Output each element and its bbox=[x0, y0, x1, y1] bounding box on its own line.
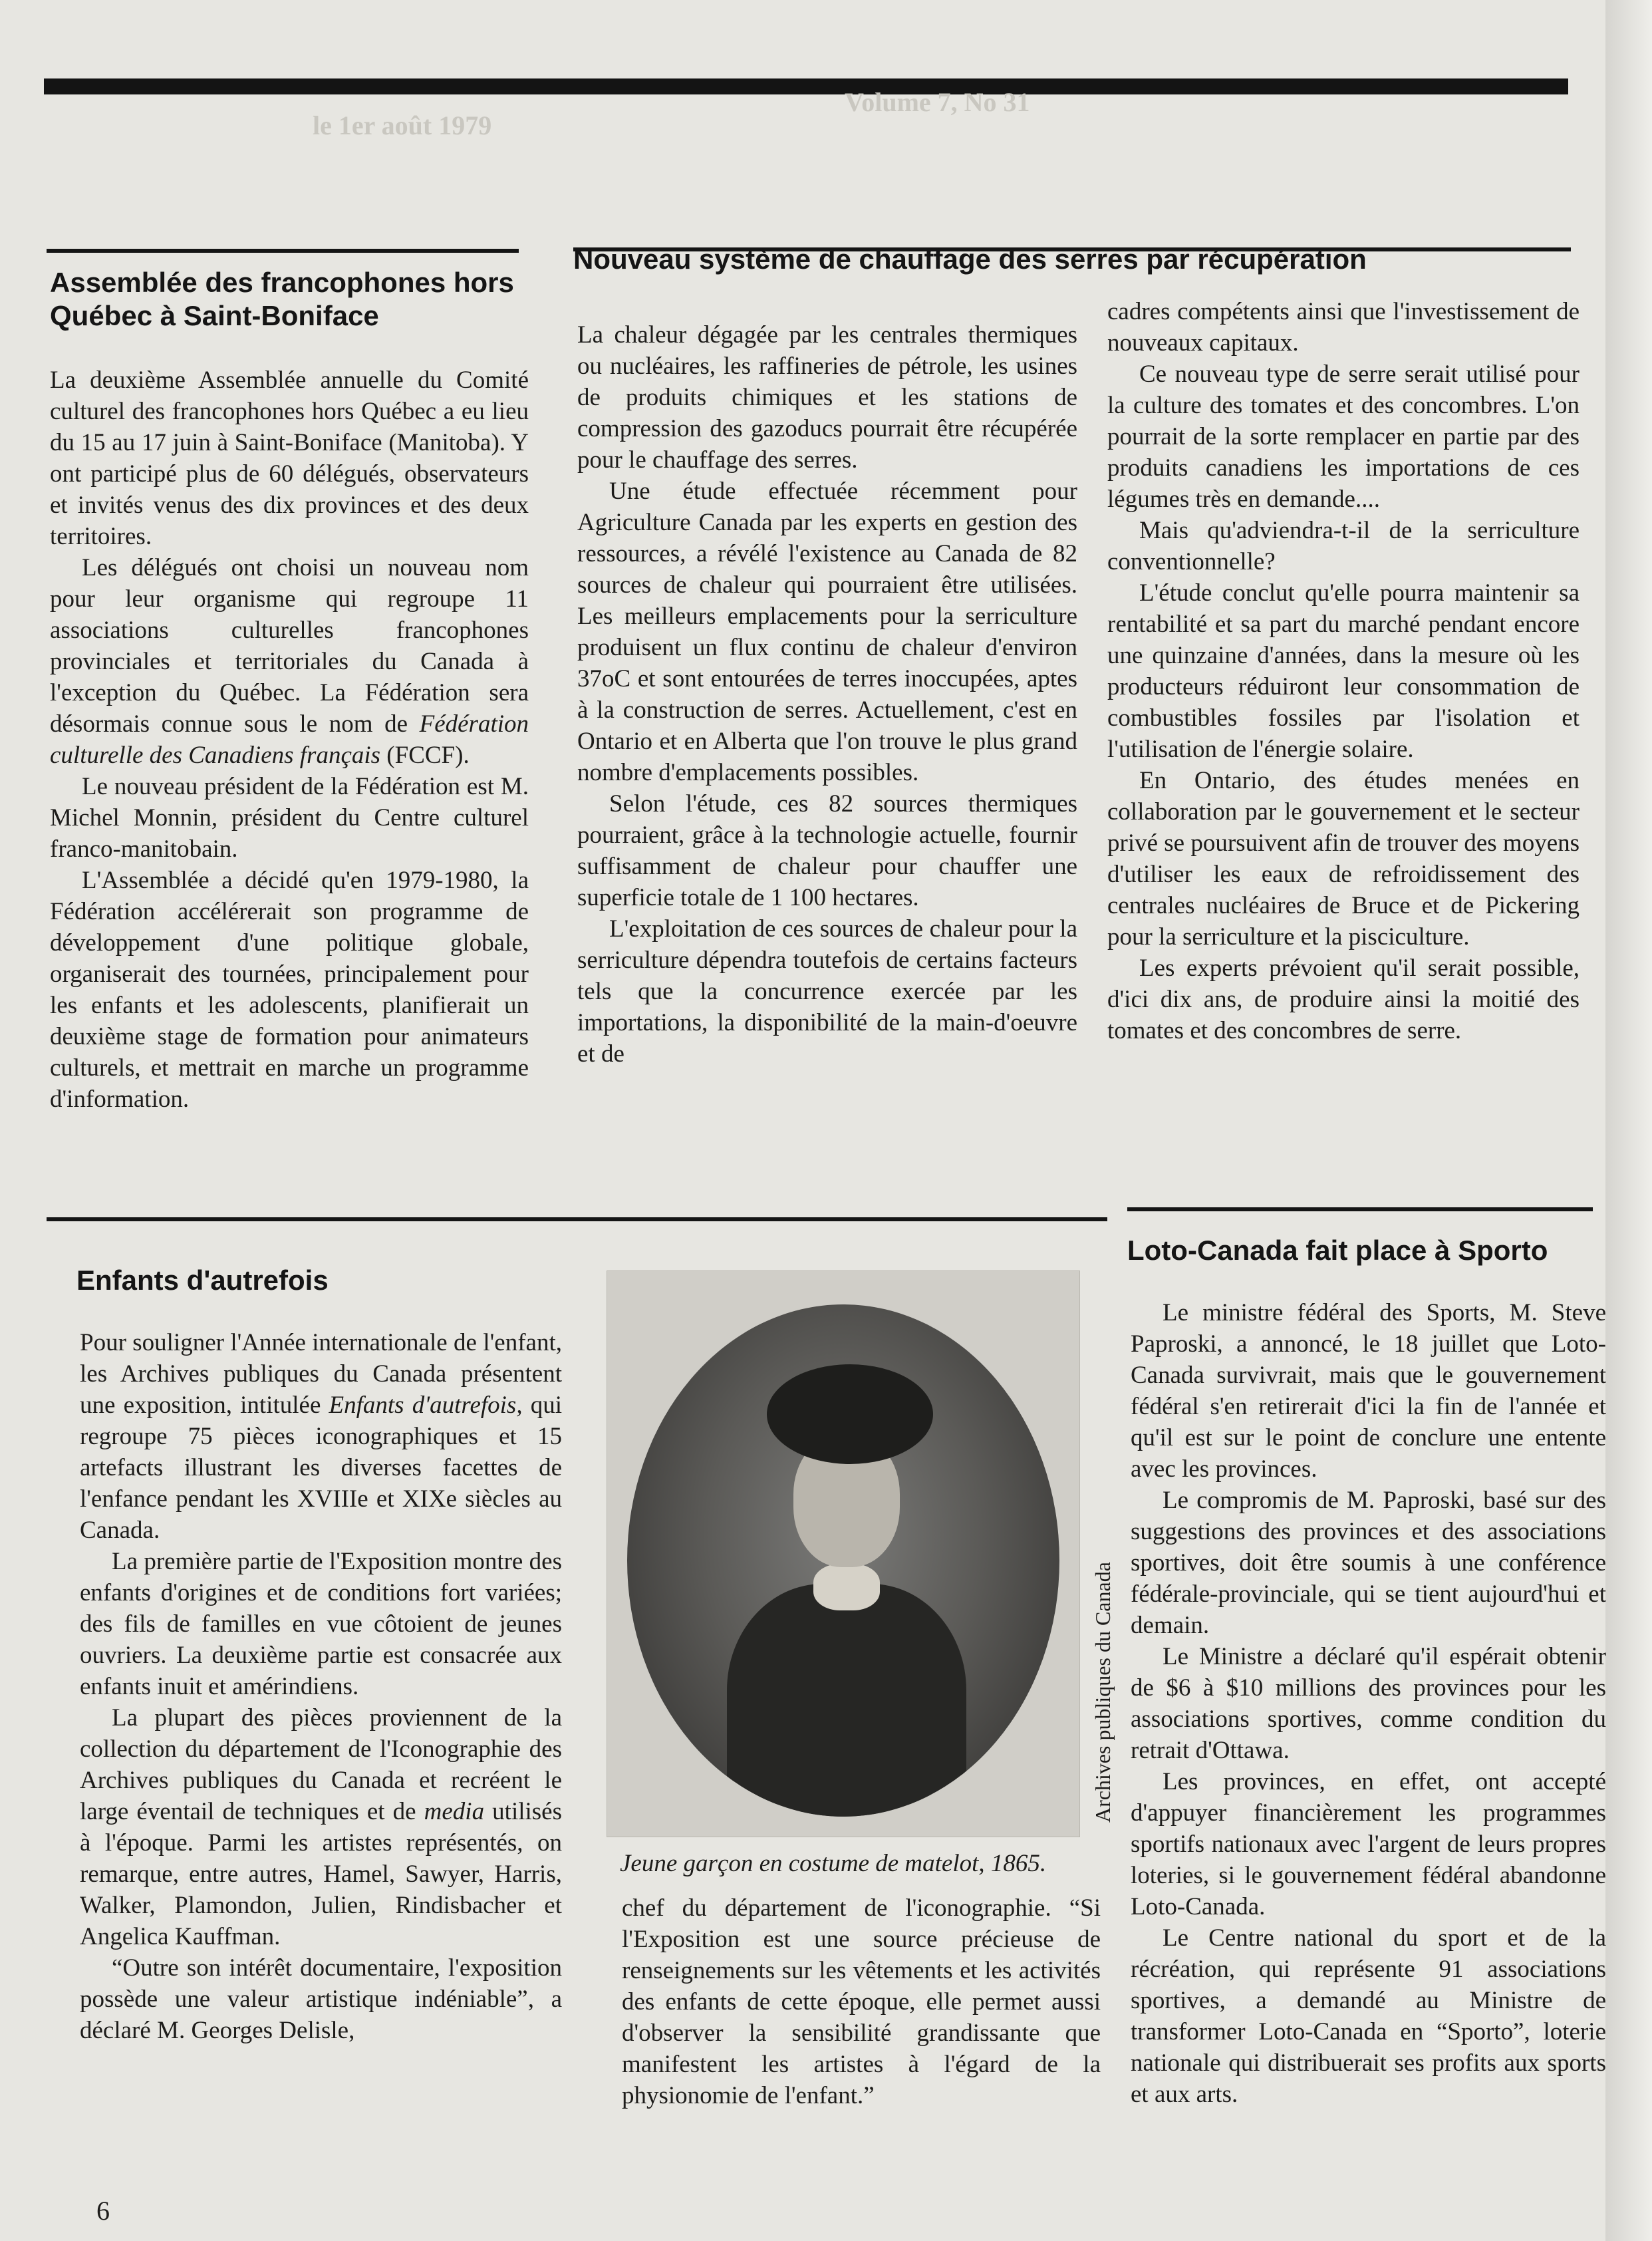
paragraph: chef du département de l'iconographie. “Si l'Exposition est une source précieuse de renseignements sur les vêtements et les activités des enfants de cette époque, elle permet aussi d'observer la sensibilité grandissante que manifestent les artistes à l'égard de la physionomie de l'enfant.” bbox=[622, 1894, 1101, 2109]
article-title-chauffage: Nouveau système de chauffage des serres par récupération bbox=[573, 243, 1367, 275]
bleedthrough-date: le 1er août 1979 bbox=[313, 110, 492, 140]
paragraph: L'exploitation de ces sources de chaleur pour la serriculture dépendra toutefois de certains facteurs tels que la concurrence exercée par les importations, la disponibilité de la main-d'oeuvre et de bbox=[577, 915, 1077, 1068]
paragraph: “Outre son intérêt documentaire, l'exposition possède une valeur artistique indéniable”, a déclaré M. Georges Delisle, bbox=[80, 1954, 562, 2044]
paragraph: La chaleur dégagée par les centrales thermiques ou nucléaires, les raffineries de pétrole, les usines de produits chimiques et les stations de compression des gazoducs pourrait être récupérée pour le chauffage des serres. bbox=[577, 321, 1077, 474]
article-rule bbox=[47, 1217, 1107, 1221]
paragraph: Les provinces, en effet, ont accepté d'appuyer financièrement les programmes sportifs nationaux avec l'argent de leurs propres loteries, si le gouvernement fédéral abandonne Loto-Canada. bbox=[1131, 1768, 1606, 1920]
header-bar bbox=[44, 78, 1568, 94]
bleedthrough-volume: Volume 7, No 31 bbox=[845, 87, 1030, 117]
photo-credit: Archives publiques du Canada bbox=[1091, 1562, 1115, 1823]
paragraph: Le Ministre a déclaré qu'il espérait obtenir de $6 à $10 millions des provinces pour les associations sportives, comme condition du retrait d'Ottawa. bbox=[1131, 1643, 1606, 1764]
paragraph: cadres compétents ainsi que l'investissement de nouveaux capitaux. bbox=[1107, 298, 1580, 357]
paragraph: La plupart des pièces proviennent de la collection du département de l'Iconographie des Archives publiques du Canada et recréent le large éventail de techniques et de media utilisés à l'époque. Parmi les artistes représentés, on remarque, entre autres, Hamel, Sawyer, Harris, Walker, Plamondon, Julien, Rindisbacher et Angelica Kauffman. bbox=[80, 1704, 562, 1950]
paragraph: Selon l'étude, ces 82 sources thermiques pourraient, grâce à la technologie actuelle, fournir suffisamment de chaleur pour chauffer une superficie totale de 1 100 hectares. bbox=[577, 790, 1077, 911]
article-rule bbox=[47, 249, 519, 253]
article-body-assemblee bbox=[50, 365, 529, 1115]
paragraph: L'étude conclut qu'elle pourra maintenir sa rentabilité et sa part du marché pendant encore une quinzaine d'années, dans la mesure où les producteurs réduiront leur consommation de combustibles fossiles par l'isolation et l'utilisation de l'énergie solaire. bbox=[1107, 579, 1580, 763]
article-body-loto-canada bbox=[1131, 1297, 1606, 2110]
photo-oval bbox=[627, 1304, 1059, 1817]
paragraph: Le compromis de M. Paproski, basé sur des suggestions des provinces et des associations sportives, doit être soumis à une conférence fédérale-provinciale, qui se tient aujourd'hui et demain. bbox=[1131, 1487, 1606, 1639]
article-title-assemblee: Assemblée des francophones hors Québec à Saint-Boniface bbox=[50, 267, 514, 331]
article-body-chauffage-col1 bbox=[577, 319, 1077, 1070]
paragraph: Le ministre fédéral des Sports, M. Steve Paproski, a annoncé, le 18 juillet que Loto-Canada survivrait, mais que le gouvernement fédéral s'en retirerait d'ici la fin de l'année et qu'il est sur le point de conclure une entente avec les provinces. bbox=[1131, 1299, 1606, 1483]
paragraph: Le nouveau président de la Fédération est M. Michel Monnin, président du Centre culturel franco-manitobain. bbox=[50, 773, 529, 863]
paragraph: La deuxième Assemblée annuelle du Comité culturel des francophones hors Québec a eu lieu du 15 au 17 juin à Saint-Boniface (Manitoba). Y ont participé plus de 60 délégués, observateurs et invités venus des dix provinces et des deux territoires. bbox=[50, 367, 529, 550]
paragraph: Les délégués ont choisi un nouveau nom pour leur organisme qui regroupe 11 associations culturelles francophones provinciales et territoriales du Canada à l'exception du Québec. La Fédération sera désormais connue sous le nom de Fédération culturelle des Canadiens français (FCCF). bbox=[50, 554, 529, 769]
page-number: 6 bbox=[96, 2196, 110, 2226]
article-body-enfants-col2 bbox=[622, 1892, 1101, 2111]
article-title-enfants: Enfants d'autrefois bbox=[76, 1265, 329, 1296]
paragraph: La première partie de l'Exposition montre des enfants d'origines et de conditions fort variées; des fils de familles en vue côtoient de jeunes ouvriers. La deuxième partie est consacrée aux enfants inuit et amérindiens. bbox=[80, 1548, 562, 1700]
paragraph: Pour souligner l'Année internationale de l'enfant, les Archives publiques du Canada présentent une exposition, intitulée Enfants d'autrefois, qui regroupe 75 pièces iconographiques et 15 artefacts illustrant les diverses facettes de l'enfance pendant les XVIIIe et XIXe siècles au Canada. bbox=[80, 1329, 563, 1544]
article-rule bbox=[1127, 1207, 1593, 1211]
paragraph: Ce nouveau type de serre serait utilisé pour la culture des tomates et des concombres. L'on pourrait de la sorte remplacer en partie par des produits canadiens les importations de ces légumes très en demande.... bbox=[1107, 361, 1580, 513]
article-title-loto-canada: Loto-Canada fait place à Sporto bbox=[1127, 1235, 1548, 1266]
photo-boy-sailor-costume bbox=[607, 1270, 1080, 1837]
paragraph: Le Centre national du sport et de la récréation, qui représente 91 associations sportives, a demandé au Ministre de transformer Loto-Canada en “Sporto”, loterie nationale qui distribuerait ses profits aux sports et aux arts. bbox=[1131, 1924, 1606, 2108]
photo-caption: Jeune garçon en costume de matelot, 1865. bbox=[620, 1850, 1047, 1877]
paragraph: Une étude effectuée récemment pour Agriculture Canada par les experts en gestion des ressources, a révélé l'existence au Canada de 82 sources de chaleur qui pourraient être utilisées. Les meilleurs emplacements pour la serriculture produisent un flux continu de chaleur d'environ 37oC et sont entourées de terres inoccupées, aptes à la construction de serres. Actuellement, c'est en Ontario et en Alberta que l'on trouve le plus grand nombre d'emplacements possibles. bbox=[577, 478, 1077, 786]
paragraph: Les experts prévoient qu'il serait possible, d'ici dix ans, de produire ainsi la moitié des tomates et des concombres de serre. bbox=[1107, 955, 1580, 1044]
paragraph: En Ontario, des études menées en collaboration par le gouvernement et le secteur privé se poursuivent afin de trouver des moyens d'utiliser les eaux de refroidissement des centrales nucléaires de Bruce et de Pickering pour la serriculture et la pisciculture. bbox=[1107, 767, 1580, 951]
paragraph: L'Assemblée a décidé qu'en 1979-1980, la Fédération accélérerait son programme de développement d'une politique globale, organiserait des tournées, principalement pour les enfants et les adolescents, planifierait un deuxième stage de formation pour animateurs culturels, et mettrait en marche un programme d'information. bbox=[50, 867, 529, 1113]
article-body-chauffage-col2 bbox=[1107, 296, 1580, 1046]
article-body-enfants-col1 bbox=[80, 1327, 562, 2046]
paragraph: Mais qu'adviendra-t-il de la serriculture conventionnelle? bbox=[1107, 517, 1580, 575]
page-gutter bbox=[1605, 0, 1652, 2241]
